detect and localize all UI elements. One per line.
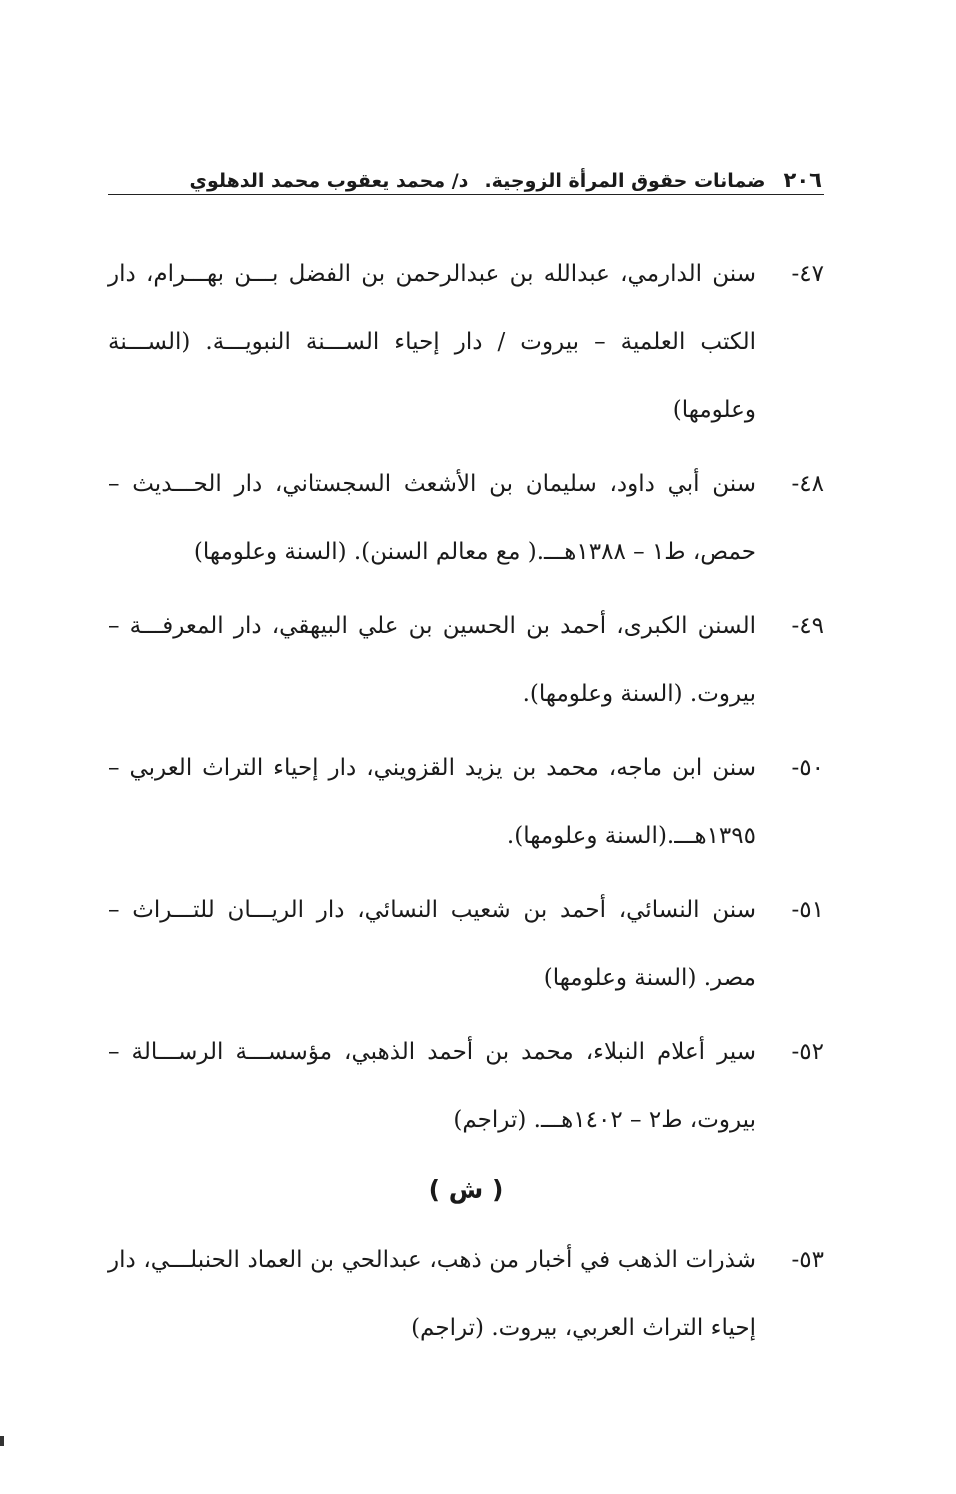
scan-margin-mark <box>0 1436 4 1446</box>
section-heading: ( ش ) <box>428 1175 504 1204</box>
entry-number: ٥٢- <box>791 1039 824 1065</box>
entry-number: ٥٣- <box>791 1247 824 1273</box>
entry-text: سنن النسائي، أحمد بن شعيب النسائي، دار الريـــان للتـــراث – مصر. (السنة وعلومها) <box>108 897 756 991</box>
author-name: د/ محمد يعقوب محمد الدهلوي <box>189 170 469 192</box>
bibliography-entry <box>108 240 824 444</box>
bibliography-entry <box>108 734 824 870</box>
bibliography-entry <box>108 1018 824 1154</box>
page-number: ٢٠٦ <box>783 168 822 192</box>
entry-text: السنن الكبرى، أحمد بن الحسين بن علي البيهقي، دار المعرفـــة – بيروت. (السنة وعلومها). <box>108 613 756 707</box>
entry-text: سنن الدارمي، عبدالله بن عبدالرحمن بن الفضل بـــن بهـــرام، دار الكتب العلمية – بيروت / دار إحياء الســـنة النبويـــة. (الســـنة وعلومها) <box>108 261 756 423</box>
entry-text: سنن ابن ماجه، محمد بن يزيد القزويني، دار إحياء التراث العربي – ١٣٩٥هـــ.(السنة وعلومها). <box>108 755 756 849</box>
entry-text: شذرات الذهب في أخبار من ذهب، عبدالحي بن العماد الحنبلـــي، دار إحياء التراث العربي، بيروت. (تراجم) <box>108 1247 756 1341</box>
bibliography-list <box>108 240 824 1368</box>
entry-number: ٤٨- <box>791 471 824 497</box>
bibliography-entry <box>108 450 824 586</box>
bibliography-entry <box>108 876 824 1012</box>
entry-number: ٥٠- <box>791 755 824 781</box>
entry-text: سنن أبي داود، سليمان بن الأشعث السجستاني، دار الحـــديث – حمص، ط١ – ١٣٨٨هـــ.( مع معالم السنن). (السنة وعلومها) <box>108 471 756 565</box>
entry-number: ٤٧- <box>791 261 824 287</box>
entry-number: ٥١- <box>791 897 824 923</box>
bibliography-entry <box>108 1226 824 1362</box>
bibliography-entry <box>108 592 824 728</box>
book-title: ضمانات حقوق المرأة الزوجية. <box>484 170 766 192</box>
entry-number: ٤٩- <box>791 613 824 639</box>
entry-text: سير أعلام النبلاء، محمد بن أحمد الذهبي، مؤسســـة الرســـالة – بيروت، ط٢ – ١٤٠٢هـــ. (تراجم) <box>108 1039 756 1133</box>
running-header <box>110 152 822 192</box>
header-rule <box>108 194 824 195</box>
